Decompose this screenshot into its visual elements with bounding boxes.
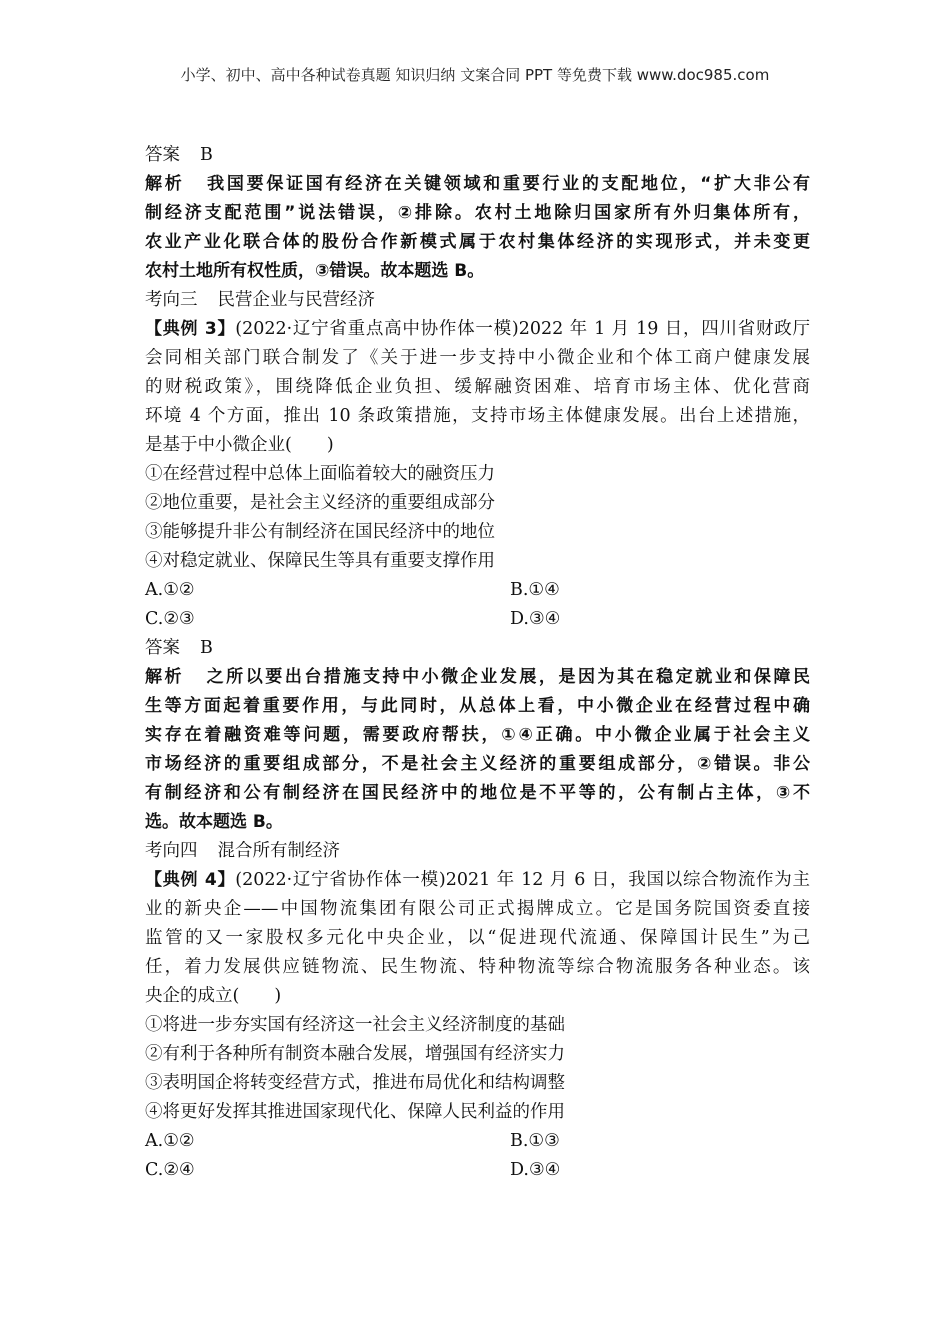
- answer-line: [145, 634, 810, 663]
- question-line: 的财税政策》，围绕降低企业负担、缓解融资困难、培育市场主体、优化营商: [145, 377, 810, 397]
- option-c: C.②④: [145, 1160, 195, 1180]
- options-row: [145, 1156, 810, 1185]
- analysis-line: 市场经济的重要组成部分，不是社会主义经济的重要组成部分，②错误。非公: [145, 754, 810, 774]
- statement-item: ④对稳定就业、保障民生等具有重要支撑作用: [145, 551, 495, 571]
- statement-item: ②有利于各种所有制资本融合发展，增强国有经济实力: [145, 1044, 565, 1064]
- example-source: (2022·辽宁省协作体一模): [235, 870, 446, 890]
- analysis-line: 农业产业化联合体的股份合作新模式属于农村集体经济的实现形式，并未变更: [145, 232, 810, 252]
- analysis-line: 实存在着融资难等问题，需要政府帮扶，①④正确。中小微企业属于社会主义: [145, 725, 810, 745]
- statement-item: ④将更好发挥其推进国家现代化、保障人民利益的作用: [145, 1102, 565, 1122]
- question-line: 央企的成立( ): [145, 986, 282, 1006]
- options-row: [145, 605, 810, 634]
- analysis-line: [145, 170, 810, 199]
- answer-value: B: [200, 145, 213, 165]
- section-heading: [145, 837, 810, 866]
- document-body: [145, 141, 810, 1185]
- answer-line: [145, 141, 810, 170]
- answer-label: 答案: [145, 145, 180, 165]
- analysis-label: 解析: [145, 174, 185, 194]
- statement-item: ①将进一步夯实国有经济这一社会主义经济制度的基础: [145, 1015, 565, 1035]
- option-b: B.①④: [510, 580, 560, 600]
- analysis-text: 我国要保证国有经济在关键领域和重要行业的支配地位，“扩大非公有: [204, 174, 811, 194]
- analysis-label: 解析: [145, 667, 185, 687]
- analysis-line: [145, 663, 810, 692]
- question-line: 会同相关部门联合制发了《关于进一步支持中小微企业和个体工商户健康发展: [145, 348, 810, 368]
- question-line: 监管的又一家股权多元化中央企业，以“促进现代流通、保障国计民生”为己: [145, 928, 810, 948]
- analysis-line: 生等方面起着重要作用，与此同时，从总体上看，中小微企业在经营过程中确: [145, 696, 810, 716]
- question-line: 业的新央企——中国物流集团有限公司正式揭牌成立。它是国务院国资委直接: [145, 899, 810, 919]
- statement-item: ②地位重要，是社会主义经济的重要组成部分: [145, 493, 495, 513]
- section-title: 考向四: [145, 841, 198, 861]
- statement-item: ③能够提升非公有制经济在国民经济中的地位: [145, 522, 495, 542]
- statement-item: ③表明国企将转变经营方式，推进布局优化和结构调整: [145, 1073, 565, 1093]
- options-row: [145, 576, 810, 605]
- question-line: [145, 866, 810, 895]
- page-header: 小学、初中、高中各种试卷真题 知识归纳 文案合同 PPT 等免费下载 www.doc985.com: [180, 66, 770, 84]
- question-line: 是基于中小微企业( ): [145, 435, 334, 455]
- section-name: 民营企业与民营经济: [217, 290, 375, 310]
- section-title: 考向三: [145, 290, 198, 310]
- question-line: 任，着力发展供应链物流、民生物流、特种物流等综合物流服务各种业态。该: [145, 957, 810, 977]
- option-d: D.③④: [510, 1160, 561, 1180]
- example-source: (2022·辽宁省重点高中协作体一模): [235, 319, 519, 339]
- question-text: 2021 年 12 月 6 日，我国以综合物流作为主: [445, 870, 810, 890]
- analysis-line: 制经济支配范围”说法错误，②排除。农村土地除归国家所有外归集体所有，: [145, 203, 810, 223]
- option-b: B.①③: [510, 1131, 560, 1151]
- option-c: C.②③: [145, 609, 195, 629]
- option-d: D.③④: [510, 609, 561, 629]
- statement-item: ①在经营过程中总体上面临着较大的融资压力: [145, 464, 495, 484]
- analysis-text: 之所以要出台措施支持中小微企业发展，是因为其在稳定就业和保障民: [204, 667, 811, 687]
- option-a: A.①②: [145, 1131, 195, 1151]
- answer-value: B: [200, 638, 213, 658]
- analysis-line: 农村土地所有权性质，③错误。故本题选 B。: [145, 261, 485, 281]
- question-text: 2022 年 1 月 19 日，四川省财政厅: [518, 319, 810, 339]
- section-name: 混合所有制经济: [217, 841, 340, 861]
- example-label: 【典例 4】: [145, 870, 236, 890]
- answer-label: 答案: [145, 638, 180, 658]
- example-label: 【典例 3】: [145, 319, 236, 339]
- options-row: [145, 1127, 810, 1156]
- analysis-line: 有制经济和公有制经济在国民经济中的地位是不平等的，公有制占主体，③不: [145, 783, 810, 803]
- question-line: 环境 4 个方面，推出 10 条政策措施，支持市场主体健康发展。出台上述措施，: [145, 406, 810, 426]
- question-line: [145, 315, 810, 344]
- option-a: A.①②: [145, 580, 195, 600]
- section-heading: [145, 286, 810, 315]
- analysis-line: 选。故本题选 B。: [145, 812, 283, 832]
